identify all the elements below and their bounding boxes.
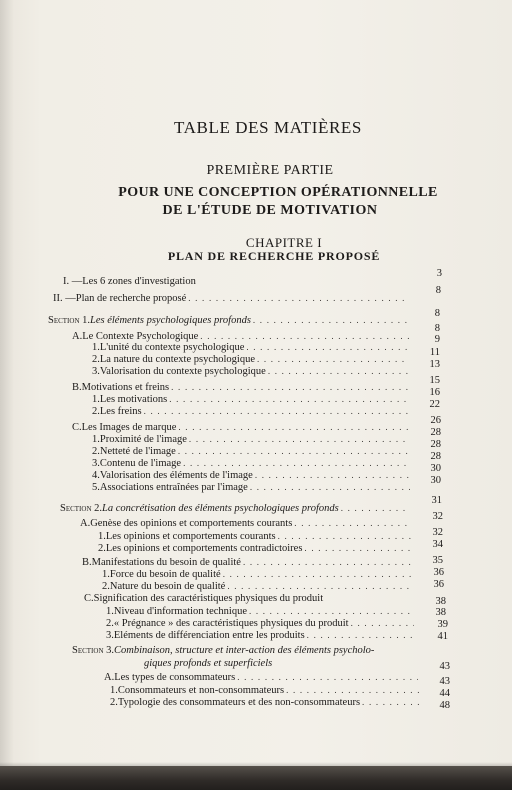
- toc-prefix: 2.: [92, 354, 100, 365]
- toc-prefix: 5.: [92, 482, 100, 493]
- toc-page-number: 28: [430, 427, 441, 438]
- toc-page-number: 35: [432, 555, 443, 566]
- toc-page-number: 16: [429, 387, 440, 398]
- toc-page-number: 39: [437, 619, 448, 630]
- toc-text: Contenu de l'image: [99, 458, 182, 469]
- toc-page-number: 43: [439, 661, 450, 672]
- toc-text: Plan de recherche proposé: [75, 293, 187, 304]
- toc-text: Combinaison, structure et inter-action des éléments psycholo-: [114, 645, 375, 656]
- toc-entry: [98, 542, 414, 555]
- table-surface: [0, 766, 512, 790]
- toc-text: Genèse des opinions et comportements courants: [90, 518, 293, 529]
- toc-text: Motivations et freins: [81, 382, 170, 393]
- toc-entry: [92, 405, 410, 418]
- toc-page-number: 8: [434, 308, 440, 319]
- toc-page-number: 36: [433, 579, 444, 590]
- toc-prefix: 1.: [106, 606, 114, 617]
- toc-prefix: 2.: [106, 618, 114, 629]
- toc-prefix: 1.: [102, 569, 110, 580]
- toc-prefix: 3.: [106, 630, 114, 641]
- toc-page-number: 30: [430, 463, 441, 474]
- toc-page-number: 32: [432, 527, 443, 538]
- chapter-label: CHAPITRE I: [245, 235, 323, 250]
- toc-prefix: 1.: [92, 434, 100, 445]
- toc-text: Proximité de l'image: [99, 434, 187, 445]
- toc-entry: [48, 314, 410, 327]
- toc-prefix: I. —: [63, 276, 83, 287]
- toc-page-number: 15: [429, 375, 440, 386]
- toc-prefix: B.: [82, 557, 92, 568]
- toc-entry: [84, 593, 414, 605]
- toc-entry: [53, 292, 411, 305]
- toc-prefix: 2.: [92, 446, 100, 457]
- toc-entry: [92, 481, 412, 494]
- toc-prefix: B.: [72, 382, 82, 393]
- toc-text: Les Images de marque: [81, 422, 177, 433]
- toc-page-number: 36: [433, 567, 444, 578]
- toc-prefix: Section 3.: [72, 645, 115, 656]
- toc-entry: [80, 517, 414, 530]
- toc-text: Signification des caractéristiques physiques du produit: [93, 593, 324, 604]
- toc-entry: [104, 671, 420, 684]
- toc-page-number: 43: [439, 676, 450, 687]
- toc-page-number: 41: [437, 631, 448, 642]
- toc-text: Valorisation des éléments de l'image: [99, 470, 253, 481]
- toc-prefix: C.: [72, 422, 82, 433]
- toc-page-number: 9: [434, 334, 440, 345]
- toc-prefix: A.: [80, 518, 91, 529]
- toc-page-number: 3: [436, 268, 442, 279]
- toc-prefix: II. —: [53, 293, 76, 304]
- part-heading-line-1: POUR UNE CONCEPTION OPÉRATIONNELLE: [118, 185, 438, 200]
- toc-page-number: 8: [435, 285, 441, 296]
- toc-entry: [92, 365, 410, 378]
- toc-page-number: 8: [434, 323, 440, 334]
- part-label: PREMIÈRE PARTIE: [206, 163, 334, 178]
- toc-page-number: 13: [429, 359, 440, 370]
- chapter-title: PLAN DE RECHERCHE PROPOSÉ: [167, 249, 381, 263]
- toc-prefix: Section 1.: [48, 315, 91, 326]
- toc-text: Les types de consommateurs: [114, 672, 236, 683]
- toc-text: La concrétisation des éléments psychologiques profonds: [102, 503, 339, 514]
- toc-page-number: 28: [430, 451, 441, 462]
- toc-text: Eléments de différenciation entre les produits: [113, 630, 305, 641]
- toc-page-number: 11: [429, 347, 440, 358]
- toc-text: Les opinions et comportements contradictoires: [105, 543, 303, 554]
- toc-text: L'unité du contexte psychologique: [99, 342, 245, 353]
- toc-text: Typologie des consommateurs et des non-consommateurs: [117, 697, 361, 708]
- part-heading-line-2: DE L'ÉTUDE DE MOTIVATION: [162, 203, 378, 218]
- toc-page-number: 34: [432, 539, 443, 550]
- toc-text: Manifestations du besoin de qualité: [91, 557, 241, 568]
- toc-prefix: 3.: [92, 366, 100, 377]
- toc-text: Valorisation du contexte psychologique: [99, 366, 266, 377]
- toc-prefix: A.: [72, 331, 83, 342]
- toc-text: Force du besoin de qualité: [109, 569, 221, 580]
- page-title: TABLE DES MATIÈRES: [174, 118, 362, 137]
- toc-entry: [102, 580, 414, 593]
- toc-entry: [72, 645, 432, 657]
- toc-prefix: 1.: [92, 342, 100, 353]
- toc-text: Les opinions et comportements courants: [105, 531, 276, 542]
- toc-prefix: A.: [104, 672, 115, 683]
- toc-prefix: 2.: [98, 543, 106, 554]
- toc-page-number: 30: [430, 475, 441, 486]
- toc-prefix: 1.: [98, 531, 106, 542]
- toc-prefix: 1.: [92, 394, 100, 405]
- toc-page-number: 44: [439, 688, 450, 699]
- toc-text: Les 6 zones d'investigation: [82, 276, 196, 287]
- toc-entry: [144, 658, 344, 670]
- toc-page-number: 32: [432, 511, 443, 522]
- toc-page-number: 38: [435, 607, 446, 618]
- toc-text: Les motivations: [99, 394, 168, 405]
- toc-prefix: 2.: [92, 406, 100, 417]
- toc-page-number: 26: [430, 415, 441, 426]
- toc-text: Associations entraînées par l'image: [99, 482, 248, 493]
- toc-text: Les éléments psychologiques profonds: [90, 315, 251, 326]
- toc-text: giques profonds et superficiels: [144, 658, 273, 669]
- toc-prefix: Section 2.: [60, 503, 103, 514]
- toc-page-number: 48: [439, 700, 450, 711]
- toc-prefix: 3.: [92, 458, 100, 469]
- toc-text: Les freins: [99, 406, 142, 417]
- toc-text: Consommateurs et non-consommateurs: [117, 685, 285, 696]
- toc-prefix: 1.: [110, 685, 118, 696]
- toc-text: « Prégnance » des caractéristiques physiques du produit: [113, 618, 349, 629]
- toc-text: Netteté de l'image: [99, 446, 176, 457]
- toc-page-number: 31: [431, 495, 442, 506]
- toc-prefix: 2.: [102, 581, 110, 592]
- toc-text: La nature du contexte psychologique: [99, 354, 255, 365]
- toc-entry: [60, 502, 412, 515]
- toc-prefix: 4.: [92, 470, 100, 481]
- toc-prefix: 2.: [110, 697, 118, 708]
- toc-entry: [106, 629, 418, 642]
- toc-text: Nature du besoin de qualité: [109, 581, 226, 592]
- toc-prefix: C.: [84, 593, 94, 604]
- toc-text: Le Contexte Psychologique: [82, 331, 199, 342]
- toc-page-number: 22: [429, 399, 440, 410]
- toc-text: Niveau d'information technique: [113, 606, 247, 617]
- toc-page-number: 38: [435, 596, 446, 607]
- toc-entry: [63, 276, 409, 288]
- toc-entry: [110, 696, 422, 709]
- toc-page-number: 28: [430, 439, 441, 450]
